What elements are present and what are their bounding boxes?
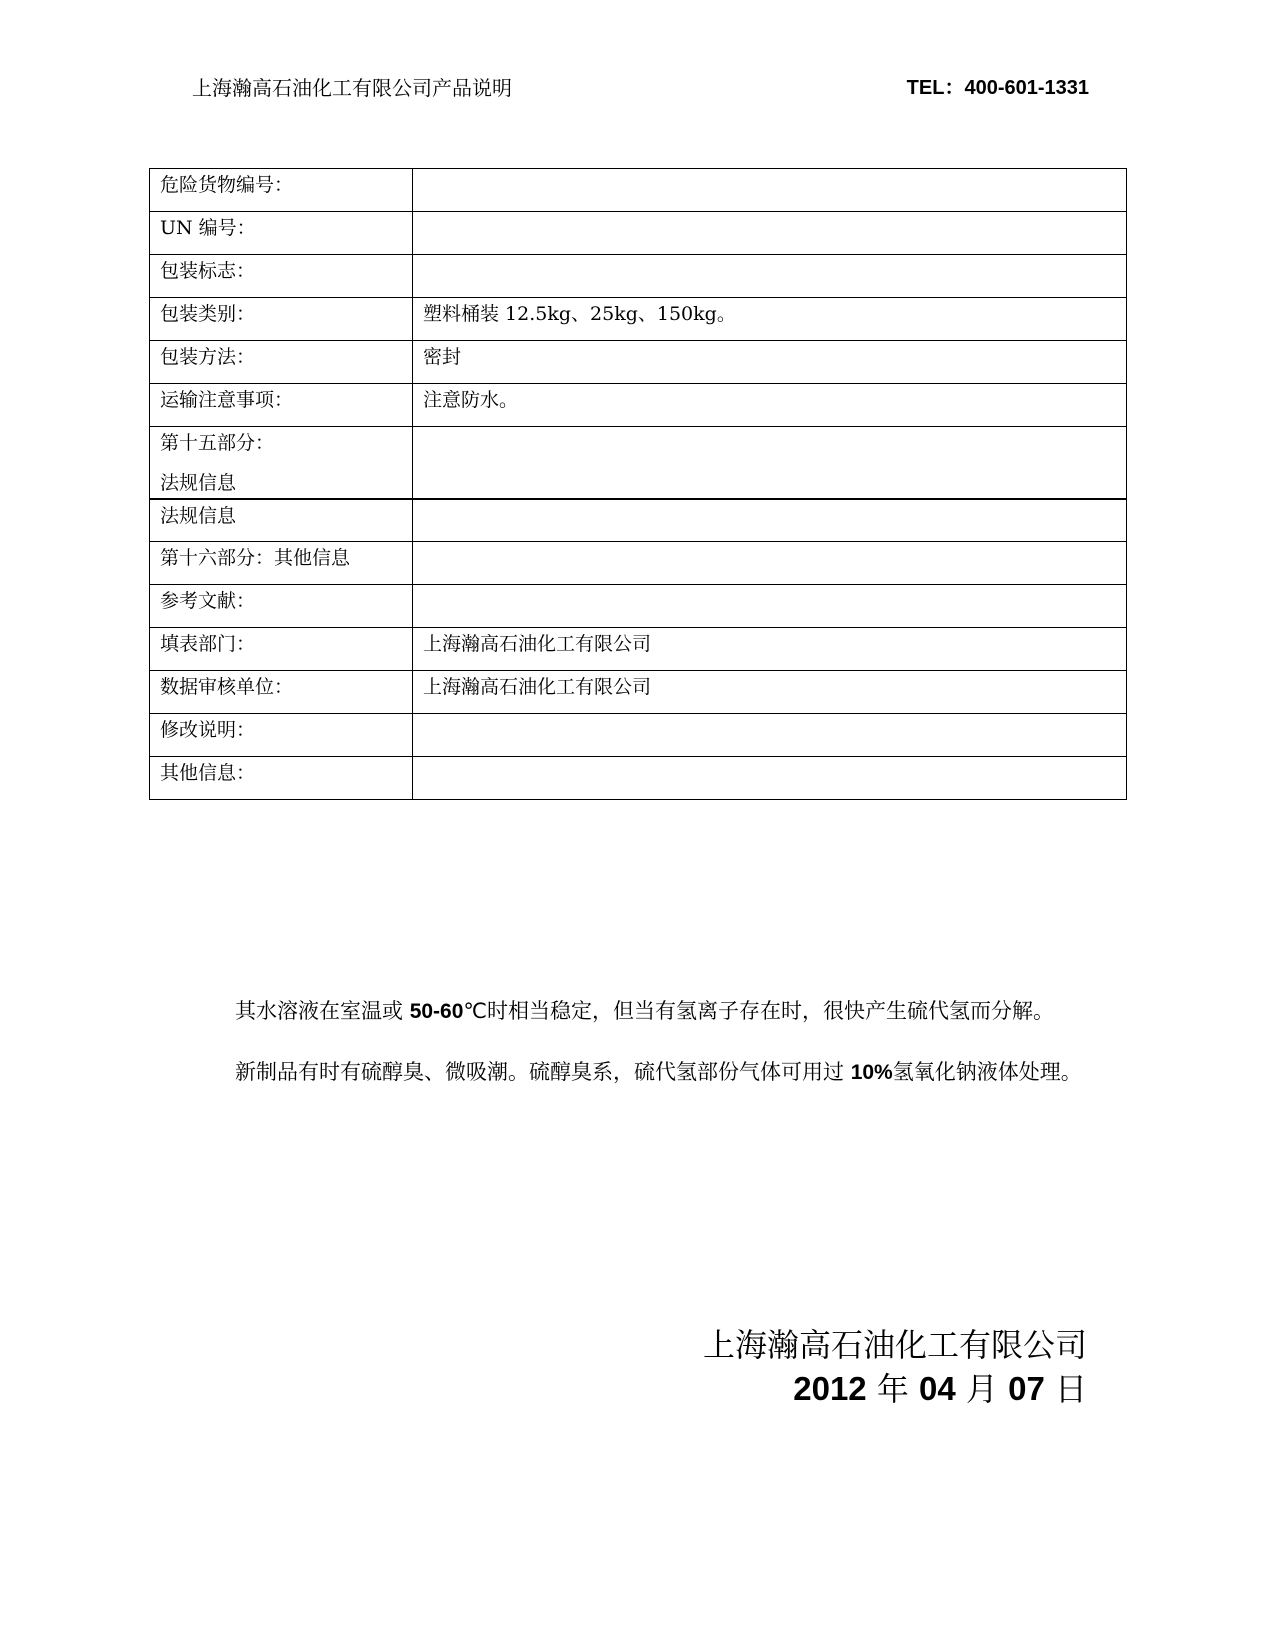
date-day: 07 [1008, 1370, 1045, 1407]
row-value: 密封 [413, 341, 1127, 384]
row-value: 塑料桶装 12.5kg、25kg、150kg。 [413, 298, 1127, 341]
row-label: 填表部门： [150, 628, 413, 671]
row-value [413, 499, 1127, 542]
table-row [150, 255, 1127, 298]
paragraph-text: 其水溶液在室温或 [235, 999, 410, 1023]
row-label [150, 427, 413, 499]
stability-paragraph [189, 996, 1089, 1027]
concentration-value: 10% [850, 1061, 893, 1084]
row-label: 修改说明： [150, 714, 413, 757]
row-value: 注意防水。 [413, 384, 1127, 427]
row-value [413, 585, 1127, 628]
table-row [150, 384, 1127, 427]
row-value [413, 255, 1127, 298]
row-label: 其他信息： [150, 757, 413, 800]
row-label: 法规信息 [150, 499, 413, 542]
row-value [413, 542, 1127, 585]
row-value [413, 212, 1127, 255]
row-label: 包装标志： [150, 255, 413, 298]
row-label: 第十六部分：其他信息 [150, 542, 413, 585]
row-value: 上海瀚高石油化工有限公司 [413, 628, 1127, 671]
transport-info-table [149, 168, 1127, 800]
table-row [150, 169, 1127, 212]
row-label-line2: 法规信息 [160, 472, 237, 494]
date-month: 04 [919, 1370, 956, 1407]
date-month-unit: 月 [955, 1370, 1009, 1408]
row-value [413, 427, 1127, 499]
date-day-unit: 日 [1044, 1370, 1087, 1408]
table-row [150, 542, 1127, 585]
table-row [150, 341, 1127, 384]
row-value [413, 714, 1127, 757]
row-value [413, 757, 1127, 800]
table-row [150, 628, 1127, 671]
row-value [413, 169, 1127, 212]
table-row [150, 298, 1127, 341]
table-row [150, 212, 1127, 255]
header-company-title: 上海瀚高石油化工有限公司产品说明 [192, 76, 512, 100]
date-year-unit: 年 [866, 1370, 920, 1408]
paragraph-text: 新制品有时有硫醇臭、微吸潮。硫醇臭系，硫代氢部份气体可用过 [235, 1060, 851, 1084]
table-row [150, 499, 1127, 542]
table-row [150, 585, 1127, 628]
odor-paragraph [189, 1057, 1089, 1088]
row-label: 运输注意事项： [150, 384, 413, 427]
table-row [150, 427, 1127, 499]
row-label: 数据审核单位： [150, 671, 413, 714]
header-telephone: TEL：400-601-1331 [906, 77, 1089, 99]
signature-date [793, 1367, 1087, 1411]
date-year: 2012 [793, 1370, 867, 1407]
table-row [150, 671, 1127, 714]
row-value: 上海瀚高石油化工有限公司 [413, 671, 1127, 714]
row-label: UN 编号： [150, 212, 413, 255]
row-label: 危险货物编号： [150, 169, 413, 212]
temperature-range: 50-60 [409, 1000, 464, 1023]
table-row [150, 757, 1127, 800]
table-row [150, 714, 1127, 757]
paragraph-text: ℃时相当稳定，但当有氢离子存在时，很快产生硫代氢而分解。 [463, 999, 1054, 1023]
row-label: 包装类别： [150, 298, 413, 341]
row-label-line1: 第十五部分： [160, 432, 275, 454]
paragraph-text: 氢氧化钠液体处理。 [892, 1060, 1082, 1084]
row-label: 包装方法： [150, 341, 413, 384]
signature-company: 上海瀚高石油化工有限公司 [702, 1326, 1087, 1364]
row-label: 参考文献： [150, 585, 413, 628]
